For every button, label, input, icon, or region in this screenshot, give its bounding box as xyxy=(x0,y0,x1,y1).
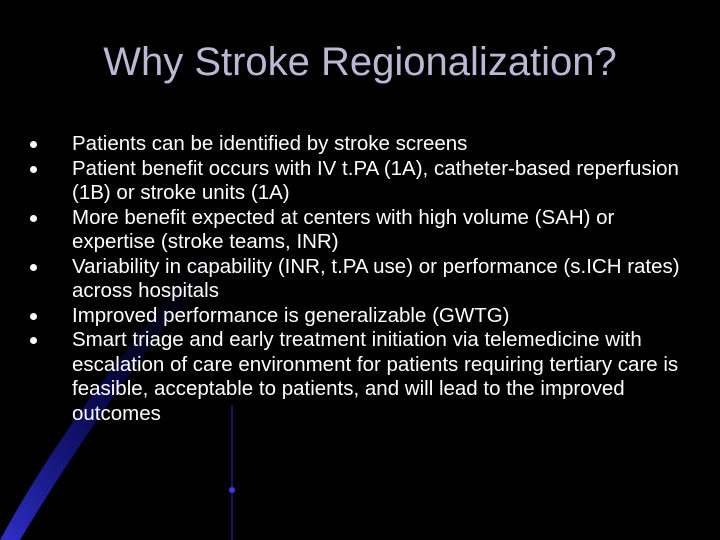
bullet-text: Smart triage and early treatment initiation via telemedicine with escalation of care environment for patients requiring tertiary care is feasible, acceptable to patients, and will lead to the improved outcomes xyxy=(72,328,679,425)
accent-dot xyxy=(229,487,235,493)
list-item xyxy=(30,328,690,426)
bullet-icon xyxy=(30,166,37,173)
bullet-text: Improved performance is generalizable (GWTG) xyxy=(72,303,510,327)
bullet-list xyxy=(30,132,690,426)
bullet-text: Variability in capability (INR, t.PA use) or performance (s.ICH rates) across hospitals xyxy=(72,254,680,302)
bullet-icon xyxy=(30,215,37,222)
list-item xyxy=(30,206,690,255)
list-item xyxy=(30,132,690,157)
bullet-icon xyxy=(30,337,37,344)
bullet-icon xyxy=(30,141,37,148)
bullet-text: Patient benefit occurs with IV t.PA (1A), catheter-based reperfusion (1B) or stroke units (1A) xyxy=(72,156,679,204)
page-title: Why Stroke Regionalization? xyxy=(103,40,617,84)
bullet-text: More benefit expected at centers with high volume (SAH) or expertise (stroke teams, INR) xyxy=(72,205,615,253)
bullet-text: Patients can be identified by stroke screens xyxy=(72,132,468,155)
bullet-icon xyxy=(30,264,37,271)
list-item xyxy=(30,157,690,206)
bullet-icon xyxy=(30,313,37,320)
list-item xyxy=(30,255,690,304)
list-item xyxy=(30,304,690,329)
